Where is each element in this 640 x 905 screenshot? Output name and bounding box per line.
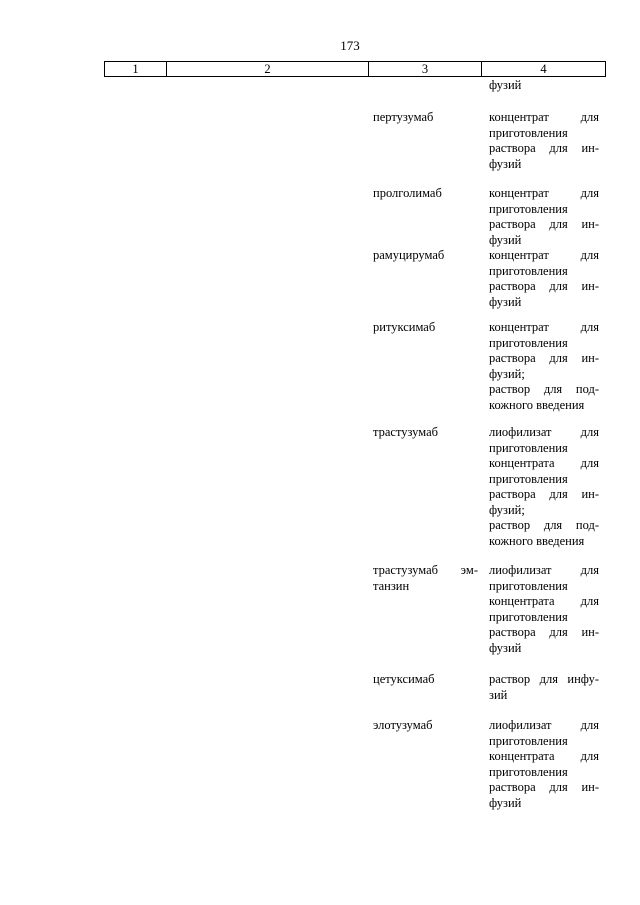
drug-name-line: танзин xyxy=(373,578,410,593)
dosage-form-line: концентрата для xyxy=(489,749,599,763)
drug-name-line: пролголимаб xyxy=(373,186,442,200)
dosage-form-line: раствора для ин- xyxy=(489,141,599,155)
dosage-form xyxy=(489,672,599,703)
drug-name-line: рамуцирумаб xyxy=(373,248,445,262)
drug-name-line: элотузумаб xyxy=(373,718,433,732)
dosage-form-line: фузий; xyxy=(489,502,525,517)
drug-name xyxy=(373,672,478,688)
dosage-form-line: приготовления xyxy=(489,733,568,748)
dosage-form-line: раствор для под- xyxy=(489,382,599,396)
page-number: 173 xyxy=(340,38,360,53)
dosage-form-line: концентрат для xyxy=(489,186,599,200)
dosage-form-line: приготовления xyxy=(489,609,568,624)
dosage-form-line: зий xyxy=(489,687,508,702)
drug-name xyxy=(373,186,478,202)
drug-name-line: ритуксимаб xyxy=(373,320,436,334)
dosage-form-line: лиофилизат для xyxy=(489,563,599,577)
dosage-form-line: концентрата для xyxy=(489,594,599,608)
dosage-form-line: приготовления xyxy=(489,201,568,216)
dosage-form-line: раствор для инфу- xyxy=(489,672,599,686)
dosage-form-line: приготовления xyxy=(489,578,568,593)
drug-name-line: трастузумаб эм- xyxy=(373,563,478,577)
drug-name xyxy=(373,563,478,594)
drug-name xyxy=(373,425,478,441)
dosage-form-line: фузий xyxy=(489,232,522,247)
dosage-form xyxy=(489,563,599,656)
dosage-form-line: лиофилизат для xyxy=(489,718,599,732)
dosage-form-line: фузий xyxy=(489,795,522,810)
column-header-3: 3 xyxy=(369,62,482,77)
column-header-4: 4 xyxy=(482,62,606,77)
dosage-form-line: приготовления xyxy=(489,263,568,278)
dosage-form-line: фузий xyxy=(489,640,522,655)
dosage-form-line: приготовления xyxy=(489,440,568,455)
dosage-form-line: раствора для ин- xyxy=(489,279,599,293)
dosage-form xyxy=(489,718,599,811)
drug-name xyxy=(373,110,478,126)
dosage-form-line: раствора для ин- xyxy=(489,217,599,231)
dosage-form-line: концентрата для xyxy=(489,456,599,470)
drug-name xyxy=(373,248,478,264)
dosage-form-line: кожного введения xyxy=(489,397,585,412)
dosage-form-line: приготовления xyxy=(489,471,568,486)
dosage-form xyxy=(489,248,599,310)
dosage-form-line: фузий xyxy=(489,294,522,309)
column-header-2: 2 xyxy=(167,62,369,77)
dosage-form-line: фузий xyxy=(489,156,522,171)
column-header-1: 1 xyxy=(105,62,167,77)
dosage-form-line: фузий; xyxy=(489,366,525,381)
dosage-form-line: раствора для ин- xyxy=(489,780,599,794)
dosage-form-line: концентрат для xyxy=(489,320,599,334)
drug-name-line: цетуксимаб xyxy=(373,672,435,686)
dosage-form xyxy=(489,186,599,248)
dosage-form-line: приготовления xyxy=(489,335,568,350)
dosage-form-line: приготовления xyxy=(489,125,568,140)
drug-name-line: пертузумаб xyxy=(373,110,434,124)
dosage-form-line: концентрат для xyxy=(489,110,599,124)
carry-over-form xyxy=(489,78,599,94)
carry-over-line: фузий xyxy=(489,78,522,92)
dosage-form-line: раствора для ин- xyxy=(489,351,599,365)
dosage-form xyxy=(489,110,599,172)
dosage-form xyxy=(489,320,599,413)
dosage-form xyxy=(489,425,599,549)
drug-name xyxy=(373,320,478,336)
dosage-form-line: лиофилизат для xyxy=(489,425,599,439)
drug-name xyxy=(373,718,478,734)
dosage-form-line: приготовления xyxy=(489,764,568,779)
dosage-form-line: раствора для ин- xyxy=(489,625,599,639)
dosage-form-line: раствор для под- xyxy=(489,518,599,532)
drug-name-line: трастузумаб xyxy=(373,425,439,439)
dosage-form-line: раствора для ин- xyxy=(489,487,599,501)
dosage-form-line: кожного введения xyxy=(489,533,585,548)
dosage-form-line: концентрат для xyxy=(489,248,599,262)
